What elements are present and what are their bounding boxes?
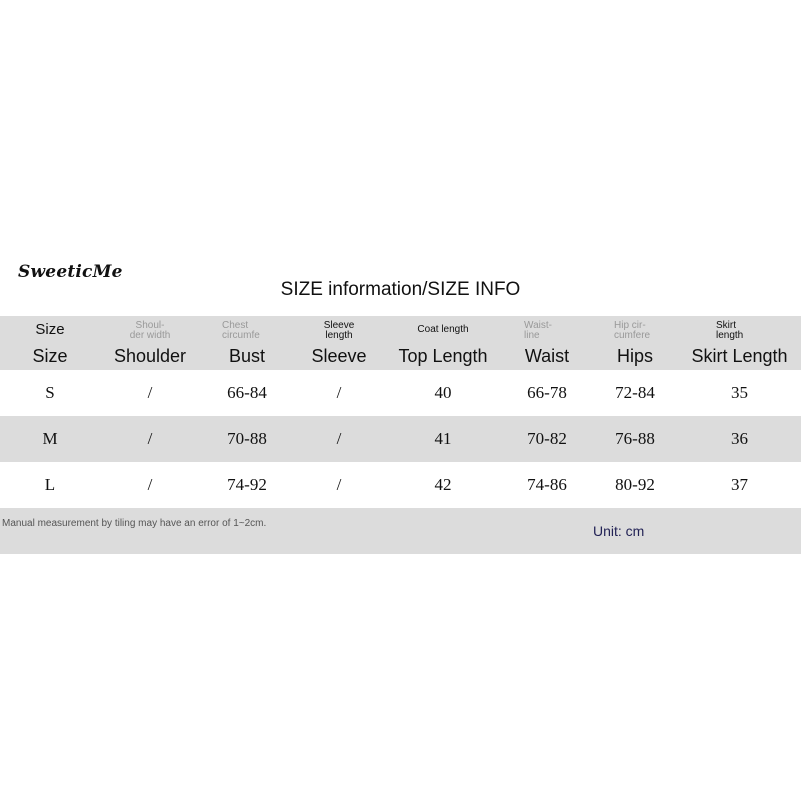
header-cell-top-length xyxy=(384,316,502,370)
cell-bust: 70-88 xyxy=(227,429,267,448)
header-bust-secondary: Chest circumfe xyxy=(222,320,260,341)
header-sleeve-label: Sleeve xyxy=(311,346,367,366)
size-table xyxy=(0,316,801,554)
measurement-note: Manual measurement by tiling may have an error of 1~2cm. xyxy=(2,518,267,529)
cell-hips: 76-88 xyxy=(615,429,655,448)
table-row xyxy=(0,370,801,416)
header-cell-size xyxy=(0,316,100,370)
cell-waist: 70-82 xyxy=(527,429,567,448)
table-row xyxy=(0,416,801,462)
cell-sleeve: / xyxy=(336,475,342,494)
cell-size: L xyxy=(44,475,56,494)
cell-bust: 74-92 xyxy=(227,475,267,494)
header-top-length-label: Top Length xyxy=(398,346,488,366)
header-cell-skirt-length xyxy=(678,316,801,370)
cell-hips: 72-84 xyxy=(615,383,655,402)
cell-sleeve: / xyxy=(336,383,342,402)
header-top-length-secondary: Coat length xyxy=(417,324,469,335)
header-cell-hips xyxy=(592,316,678,370)
cell-top-length: 42 xyxy=(434,475,452,494)
header-size-secondary: Size xyxy=(35,321,65,338)
header-bust-label: Bust xyxy=(228,346,266,366)
cell-waist: 66-78 xyxy=(527,383,567,402)
cell-size: S xyxy=(45,383,55,402)
header-cell-shoulder xyxy=(100,316,200,370)
table-footer-row xyxy=(0,508,801,554)
cell-sleeve: / xyxy=(336,429,342,448)
header-skirt-length-secondary: Skirt length xyxy=(716,320,744,341)
cell-skirt-length: 37 xyxy=(731,475,748,494)
cell-skirt-length: 36 xyxy=(731,429,748,448)
header-hips-label: Hips xyxy=(616,346,653,366)
header-waist-secondary: Waist- line xyxy=(524,320,552,341)
cell-size: M xyxy=(42,429,58,448)
table-row xyxy=(0,462,801,508)
cell-top-length: 40 xyxy=(434,383,452,402)
table-header-row xyxy=(0,316,801,370)
cell-waist: 74-86 xyxy=(527,475,567,494)
page-title: SIZE information/SIZE INFO xyxy=(280,279,521,300)
header-size-label: Size xyxy=(32,346,68,366)
cell-shoulder: / xyxy=(147,383,153,402)
cell-skirt-length: 35 xyxy=(731,383,748,402)
header-shoulder-secondary: Shoul- der width xyxy=(129,320,171,341)
cell-bust: 66-84 xyxy=(227,383,267,402)
header-skirt-length-label: Skirt Length xyxy=(691,346,788,366)
header-cell-sleeve xyxy=(294,316,384,370)
brand-logo: SweeticMe xyxy=(18,262,123,282)
cell-hips: 80-92 xyxy=(615,475,655,494)
header-sleeve-secondary: Sleeve length xyxy=(323,320,355,341)
cell-shoulder: / xyxy=(147,429,153,448)
unit-label: Unit: cm xyxy=(593,523,645,539)
header-waist-label: Waist xyxy=(524,346,570,366)
header-hips-secondary: Hip cir- cumfere xyxy=(614,320,651,341)
header-cell-bust xyxy=(200,316,294,370)
cell-top-length: 41 xyxy=(434,429,452,448)
header-cell-waist xyxy=(502,316,592,370)
cell-shoulder: / xyxy=(147,475,153,494)
header-shoulder-label: Shoulder xyxy=(113,346,187,366)
